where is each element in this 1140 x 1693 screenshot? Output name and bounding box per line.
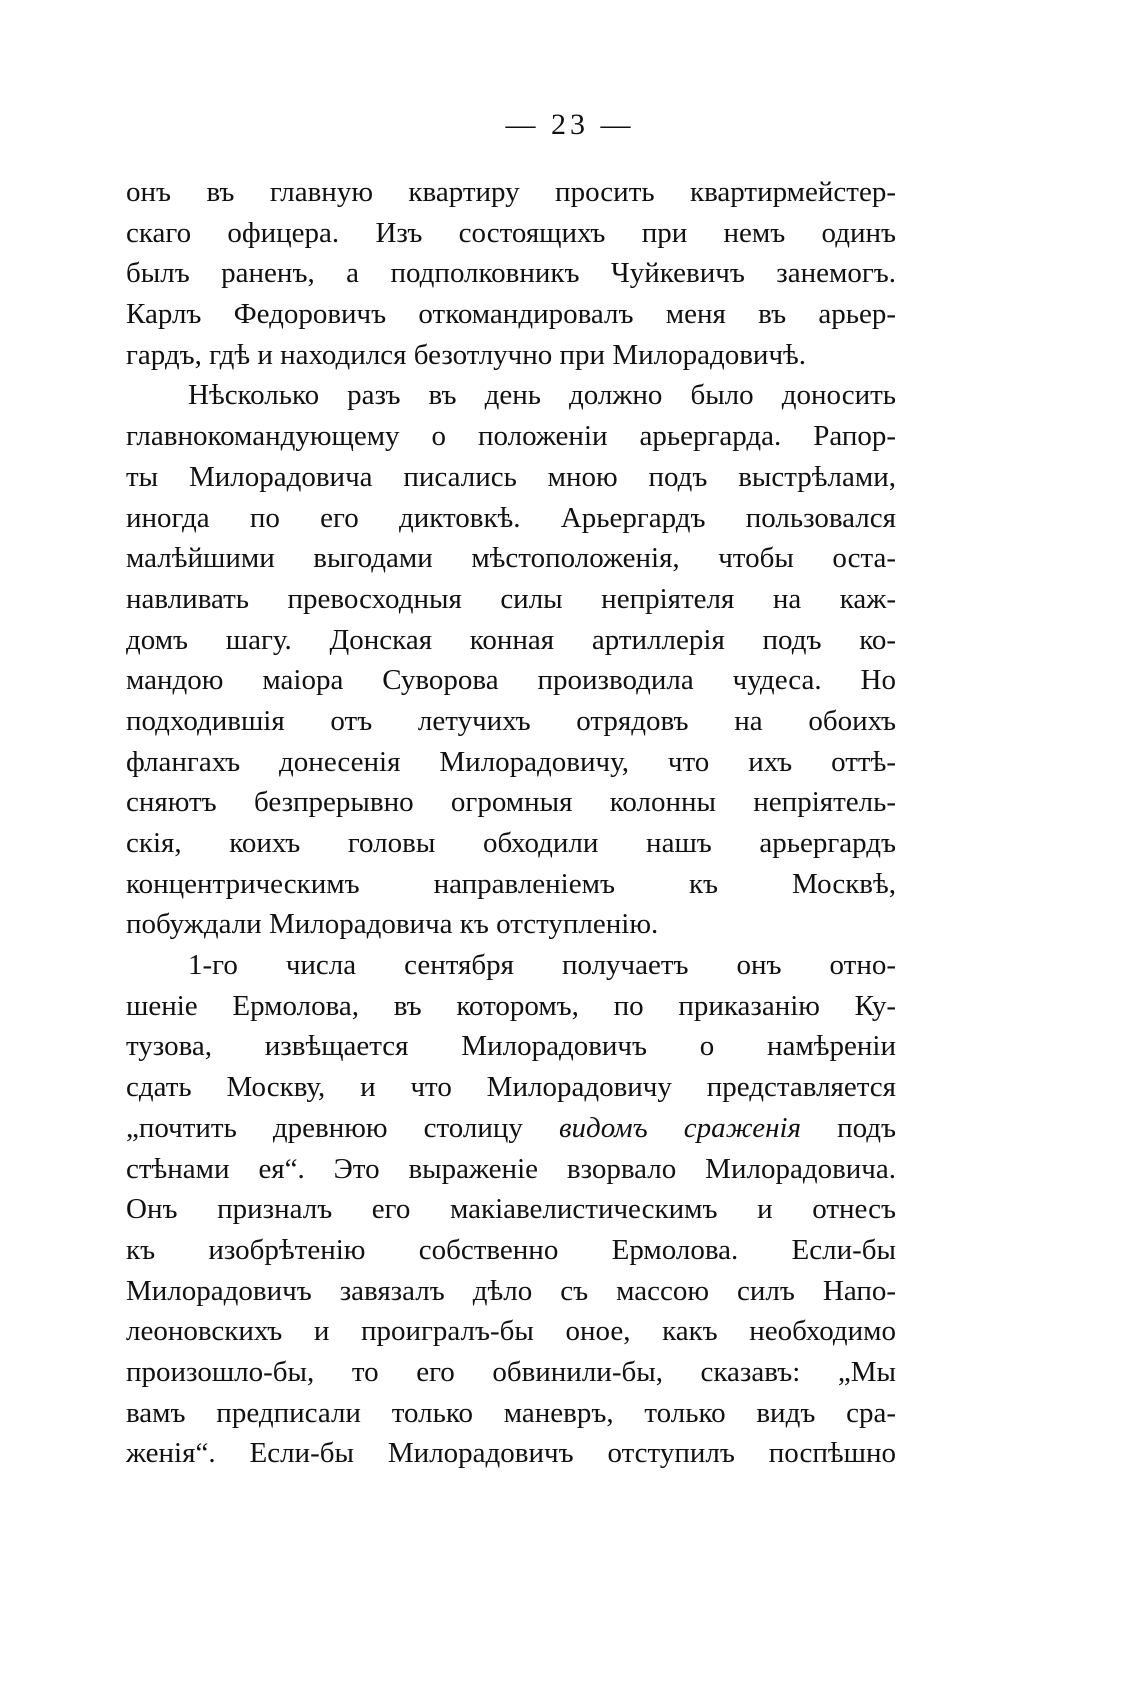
text-line: иногда по его диктовкѣ. Арьергардъ пользовался <box>126 501 896 534</box>
text-line: подходившія отъ летучихъ отрядовъ на обоихъ <box>126 704 896 737</box>
text-segment: „почтить древнюю столицу <box>126 1111 523 1144</box>
text-line: вамъ предписали только маневръ, только видъ сра- <box>126 1396 896 1429</box>
text-line: флангахъ донесенія Милорадовичу, что ихъ оттѣ- <box>126 745 896 778</box>
text-line: былъ раненъ, а подполковникъ Чуйкевичъ занемогъ. <box>126 257 896 290</box>
body-text <box>126 172 896 1474</box>
text-line: мандою маіора Суворова производила чудеса. Но <box>126 664 896 697</box>
text-line: леоновскихъ и проигралъ-бы оное, какъ необходимо <box>126 1315 896 1348</box>
text-line: Онъ призналъ его макіавелистическимъ и отнесъ <box>126 1193 896 1226</box>
text-line: шеніе Ермолова, въ которомъ, по приказанію Ку- <box>126 989 896 1022</box>
text-line: домъ шагу. Донская конная артиллерія подъ ко- <box>126 623 896 656</box>
text-segment: подъ <box>837 1111 897 1144</box>
text-line: гардъ, гдѣ и находился безотлучно при Милорадовичѣ. <box>126 338 807 371</box>
text-line: навливать превосходныя силы непріятеля на каж- <box>126 582 896 615</box>
text-line: главнокомандующему о положеніи арьергарда. Рапор- <box>126 420 896 453</box>
text-line: скія, коихъ головы обходили нашъ арьергардъ <box>126 827 896 859</box>
text-line: сняютъ безпрерывно огромныя колонны непріятель- <box>126 786 896 819</box>
text-line: Милорадовичъ завязалъ дѣло съ массою силъ Напо- <box>126 1274 896 1307</box>
text-line: малѣйшими выгодами мѣстоположенія, чтобы оста- <box>126 542 896 575</box>
text-line: сдать Москву, и что Милорадовичу представляется <box>126 1071 896 1104</box>
text-line: 1-го числа сентября получаетъ онъ отно- <box>188 949 896 982</box>
text-line: стѣнами ея“. Это выраженіе взорвало Милорадовича. <box>126 1152 896 1185</box>
text-line: къ изобрѣтенію собственно Ермолова. Если-бы <box>126 1233 896 1266</box>
text-line: Нѣсколько разъ въ день должно было доносить <box>188 379 896 412</box>
text-line: концентрическимъ направленіемъ къ Москвѣ, <box>126 867 896 900</box>
text-line: женія“. Если-бы Милорадовичъ отступилъ поспѣшно <box>126 1437 896 1470</box>
text-line: тузова, извѣщается Милорадовичъ о намѣреніи <box>126 1030 896 1063</box>
page-number: — 23 — <box>505 108 635 141</box>
text-line: ты Милорадовича писались мною подъ выстрѣлами, <box>126 460 896 493</box>
text-line: онъ въ главную квартиру просить квартирмейстер- <box>126 176 896 208</box>
text-line: произошло-бы, то его обвинили-бы, сказавъ: „Мы <box>126 1355 896 1388</box>
text-line: Карлъ Федоровичъ откомандировалъ меня въ арьер- <box>126 298 896 331</box>
text-line: побуждали Милорадовича къ отступленію. <box>126 908 659 941</box>
text-line-with-italic <box>126 1108 896 1149</box>
italic-phrase: видомъ сраженія <box>558 1111 802 1144</box>
text-line: скаго офицера. Изъ состоящихъ при немъ одинъ <box>126 216 896 249</box>
